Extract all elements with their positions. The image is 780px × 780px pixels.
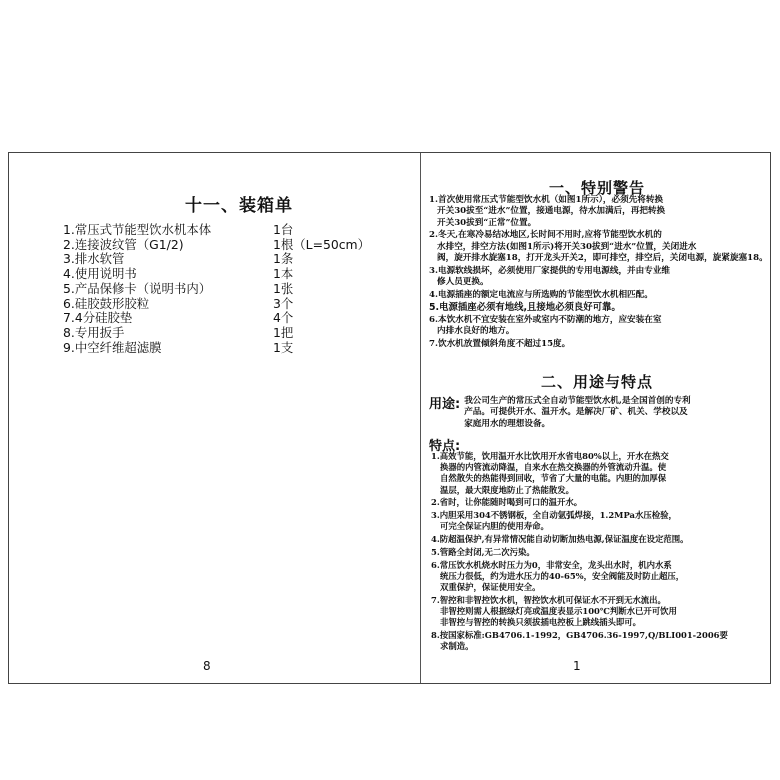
warning-item-line: 阀，旋开排水旋塞18，打开龙头开关2，即可排空，排空后，关闭电源，旋紧旋塞18。 (437, 253, 768, 264)
feature-item (431, 547, 761, 558)
item-name: 2.连接波纹管（G1/2) (63, 236, 184, 252)
feature-item-line: 求制造。 (440, 641, 474, 652)
warning-item (429, 195, 749, 229)
warning-item-line: 1.首次使用常压式节能型饮水机（如图1所示），必须先将转换 (429, 195, 664, 205)
usage-title: 二、用途与特点 (540, 373, 653, 391)
warning-item (429, 230, 768, 264)
feature-item-line: 自然散失的热能得到回收，节省了大量的电能。内胆的加厚保 (440, 473, 667, 484)
page-number-left: 8 (203, 659, 211, 673)
warning-item (429, 315, 749, 338)
item-quantity: 1条 (273, 251, 294, 267)
packing-list-item (63, 311, 393, 326)
feature-item-line: 换器的内管流动降温，自来水在热交换器的外管流动升温。使 (440, 462, 667, 473)
packing-list-item (63, 282, 393, 297)
page-divider (420, 153, 421, 683)
warning-item-line: 5.电源插座必须有地线,且接地必须良好可靠。 (429, 302, 621, 314)
feature-item-line: 2.省时，让你能随时喝到可口的温开水。 (431, 497, 583, 508)
usage-label: 用途: (429, 397, 461, 412)
warning-item (429, 302, 749, 313)
item-name: 7.4分硅胶垫 (63, 310, 133, 326)
feature-item-line: 非智控与智控的转换只须拔插电控板上跳线插头即可。 (440, 617, 641, 628)
item-name: 8.专用扳手 (63, 324, 125, 340)
warning-list (429, 195, 768, 352)
warning-item-line: 开关30拔至“进水”位置，接通电源，待水加满后，再把转换 (437, 206, 666, 217)
packing-list-item (63, 341, 393, 356)
page-number-right: 1 (573, 659, 581, 673)
feature-item (431, 510, 761, 532)
item-name: 4.使用说明书 (63, 266, 137, 282)
warning-item-line: 水排空，排空方法(如图1所示)将开关30拔到“进水”位置，关闭进水 (437, 241, 697, 252)
feature-item-line: 4.防超温保护,有异常情况能自动切断加热电源,保证温度在设定范围。 (431, 534, 689, 545)
feature-item (431, 595, 761, 629)
feature-item (431, 534, 761, 545)
packing-list-item (63, 223, 393, 238)
feature-item-line: 3.内胆采用304不锈钢板，全自动氩弧焊接，1.2MPa水压检验， (431, 510, 677, 521)
usage-line: 产品。可提供开水、温开水。是解决厂矿、机关、学校以及 (464, 407, 688, 418)
feature-item (431, 451, 761, 496)
item-quantity: 1本 (273, 266, 294, 282)
features-label: 特点: (429, 439, 461, 454)
feature-item-line: 可完全保证内胆的使用寿命。 (440, 521, 549, 532)
warning-item-line: 修人员更换。 (437, 277, 489, 288)
packing-list-item (63, 252, 393, 267)
packing-list-item (63, 238, 393, 253)
feature-item-line: 6.常压饮水机烧水时压力为0，非常安全，龙头出水时，机内水系 (431, 559, 672, 570)
item-name: 5.产品保修卡（说明书内） (63, 280, 212, 296)
item-name: 9.中空纤维超滤膜 (63, 339, 162, 355)
feature-item-line: 温层，最大限度地防止了热能散发。 (440, 484, 574, 495)
item-quantity: 1把 (273, 324, 294, 340)
feature-item-line: 非智控则需人根据绿灯亮或温度表显示100℃判断水已开可饮用 (440, 606, 677, 617)
usage-text (464, 393, 690, 430)
usage-line: 我公司生产的常压式全自动节能型饮水机,是全国首创的专利 (464, 396, 691, 406)
usage-block (429, 393, 759, 430)
item-name: 6.硅胶鼓形胶粒 (63, 295, 150, 311)
item-quantity: 1张 (273, 280, 294, 296)
feature-item-line: 统压力很低，约为进水压力的40-65%，安全阀能及时防止超压， (440, 571, 685, 581)
warning-item-line: 开关30拔到“正常”位置。 (437, 217, 537, 228)
warning-item-line: 2.冬天,在寒冷易结冰地区,长时间不用时,应将节能型饮水机的 (429, 230, 662, 241)
warning-item-line: 6.本饮水机不宜安装在室外或室内不防潮的地方，应安装在室 (429, 315, 662, 325)
warning-item-line: 3.电源软线损坏，必须使用厂家提供的专用电源线，并由专业维 (429, 265, 671, 276)
item-quantity: 1根（L=50cm） (273, 236, 370, 252)
item-quantity: 1台 (273, 222, 294, 237)
warning-item-line: 7.饮水机放置倾斜角度不超过15度。 (429, 339, 571, 349)
feature-item-line: 1.高效节能，饮用温开水比饮用开水省电80%以上，开水在热交 (431, 451, 669, 461)
manual-spread (8, 152, 771, 684)
packing-list (63, 223, 393, 355)
warning-item-line: 4.电源插座的额定电流应与所选购的节能型饮水机相匹配。 (429, 289, 653, 300)
packing-list-item (63, 267, 393, 282)
feature-item (431, 560, 761, 594)
warning-item (429, 290, 749, 301)
feature-item-line: 5.管路全封闭,无二次污染。 (431, 547, 535, 557)
packing-list-title: 十一、装箱单 (185, 196, 293, 216)
features-list (431, 451, 761, 654)
item-name: 1.常压式节能型饮水机本体 (63, 222, 212, 237)
usage-line: 家庭用水的理想设备。 (464, 418, 551, 429)
warning-item (429, 266, 749, 289)
packing-list-item (63, 297, 393, 312)
feature-item (431, 630, 761, 652)
item-quantity: 1支 (273, 339, 294, 355)
item-quantity: 3个 (273, 295, 294, 311)
feature-item-line: 7.智控和非智控饮水机，智控饮水机可保证水不开到无水流出。 (431, 595, 666, 605)
warning-item-line: 内排水良好的地方。 (437, 326, 515, 337)
warning-item (429, 339, 749, 350)
item-name: 3.排水软管 (63, 251, 125, 267)
warning-title: 一、特别警告 (548, 179, 645, 197)
feature-item-line: 8.按国家标准:GB4706.1-1992，GB4706.36-1997,Q/BLI001-2006要 (431, 630, 728, 641)
packing-list-item (63, 326, 393, 341)
feature-item-line: 双重保护，保证使用安全。 (440, 582, 541, 593)
feature-item (431, 497, 761, 508)
item-quantity: 4个 (273, 310, 294, 326)
